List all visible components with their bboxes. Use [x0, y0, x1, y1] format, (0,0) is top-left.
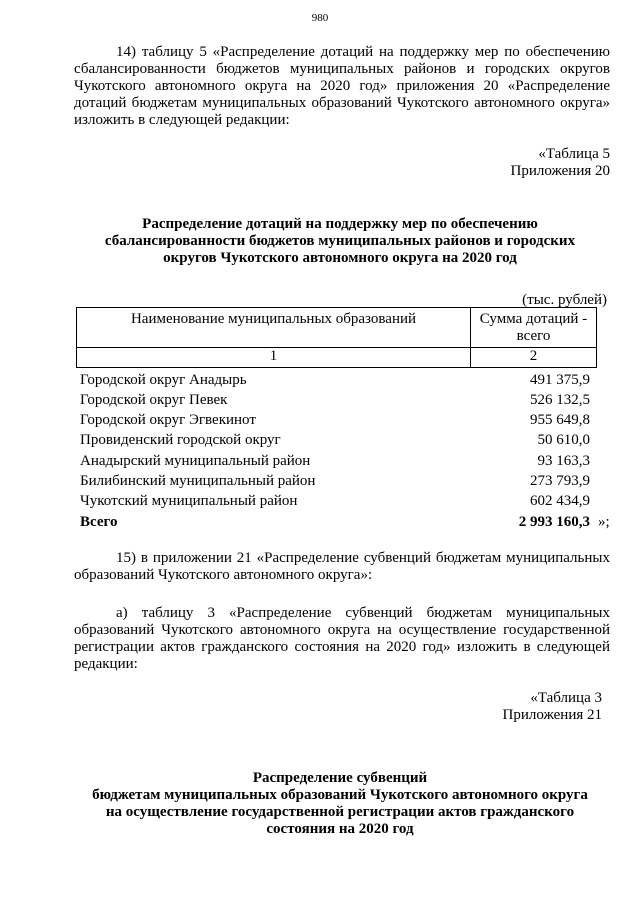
col1-number: 1: [77, 348, 471, 368]
row-value: 273 793,9: [530, 473, 590, 489]
paragraph-a: а) таблицу 3 «Распределение субвенций бюджетам муниципальных образований Чукотского автономного округа на осуществление государственной регистрации актов гражданского состояния на 2020 год» изложить в следующей редакции:: [74, 605, 610, 672]
col2-header-line1: Сумма дотаций -: [479, 311, 588, 327]
table3-title-line1: Распределение субвенций: [252, 770, 428, 786]
closing-quote: »;: [598, 514, 610, 530]
row-name: Чукотский муниципальный район: [80, 493, 298, 509]
table5-title-line1: Распределение дотаций на поддержку мер по обеспечению: [142, 216, 538, 232]
table5-reference: [511, 146, 611, 180]
col2-number: 2: [471, 348, 597, 368]
table5-title-line2: сбалансированности бюджетов муниципальных районов и городских: [104, 233, 576, 249]
table-header: [76, 307, 597, 368]
table5-title: [70, 216, 610, 267]
row-value: 602 434,9: [530, 493, 590, 509]
table-row: [80, 432, 590, 452]
table-row: [80, 493, 590, 513]
table3-ref-line2: Приложения 21: [502, 707, 602, 723]
table3-title-line2: бюджетам муниципальных образований Чукотского автономного округа: [92, 787, 588, 803]
table-row: [80, 453, 590, 473]
col2-header-line2: всего: [516, 328, 551, 344]
table5-ref-line2: Приложения 20: [510, 163, 610, 179]
units-label: (тыс. рублей): [522, 292, 607, 308]
table3-title-line4: состояния на 2020 год: [266, 821, 414, 837]
table-row: [80, 392, 590, 412]
table-row: [80, 473, 590, 493]
table3-title: [60, 770, 620, 838]
row-name: Провиденский городской округ: [80, 432, 281, 448]
col2-header: [471, 308, 597, 348]
paragraph-15: 15) в приложении 21 «Распределение субвенций бюджетам муниципальных образований Чукотского автономного округа»:: [74, 550, 610, 583]
table5-title-line3: округов Чукотского автономного округа на 2020 год: [163, 250, 517, 266]
row-name: Билибинский муниципальный район: [80, 473, 316, 489]
table-row: [80, 372, 590, 392]
row-name: Городской округ Анадырь: [80, 372, 247, 388]
col1-header: Наименование муниципальных образований: [77, 308, 471, 348]
table5-ref-line1: «Таблица 5: [538, 146, 610, 162]
table3-title-line3: на осуществление государственной регистрации актов гражданского: [105, 804, 575, 820]
total-row: [80, 514, 590, 534]
row-name: Городской округ Эгвекинот: [80, 412, 256, 428]
table3-reference: [503, 690, 603, 724]
row-name: Анадырский муниципальный район: [80, 453, 311, 469]
row-value: 491 375,9: [530, 372, 590, 388]
row-value: 526 132,5: [530, 392, 590, 408]
row-name: Городской округ Певек: [80, 392, 228, 408]
row-value: 93 163,3: [537, 453, 590, 469]
total-value: 2 993 160,3: [518, 514, 590, 530]
paragraph-14: 14) таблицу 5 «Распределение дотаций на поддержку мер по обеспечению сбалансированности бюджетов муниципальных районов и городских округов Чукотского автономного округа на 2020 год» приложения 20 «Распределение дотаций бюджетам муниципальных образований Чукотского автономного округа» изложить в следующей редакции:: [74, 44, 610, 128]
page-number: 980: [311, 12, 329, 24]
total-label: Всего: [80, 514, 118, 530]
row-value: 955 649,8: [530, 412, 590, 428]
table3-ref-line1: «Таблица 3: [530, 690, 602, 706]
table-row: [80, 412, 590, 432]
row-value: 50 610,0: [537, 432, 590, 448]
